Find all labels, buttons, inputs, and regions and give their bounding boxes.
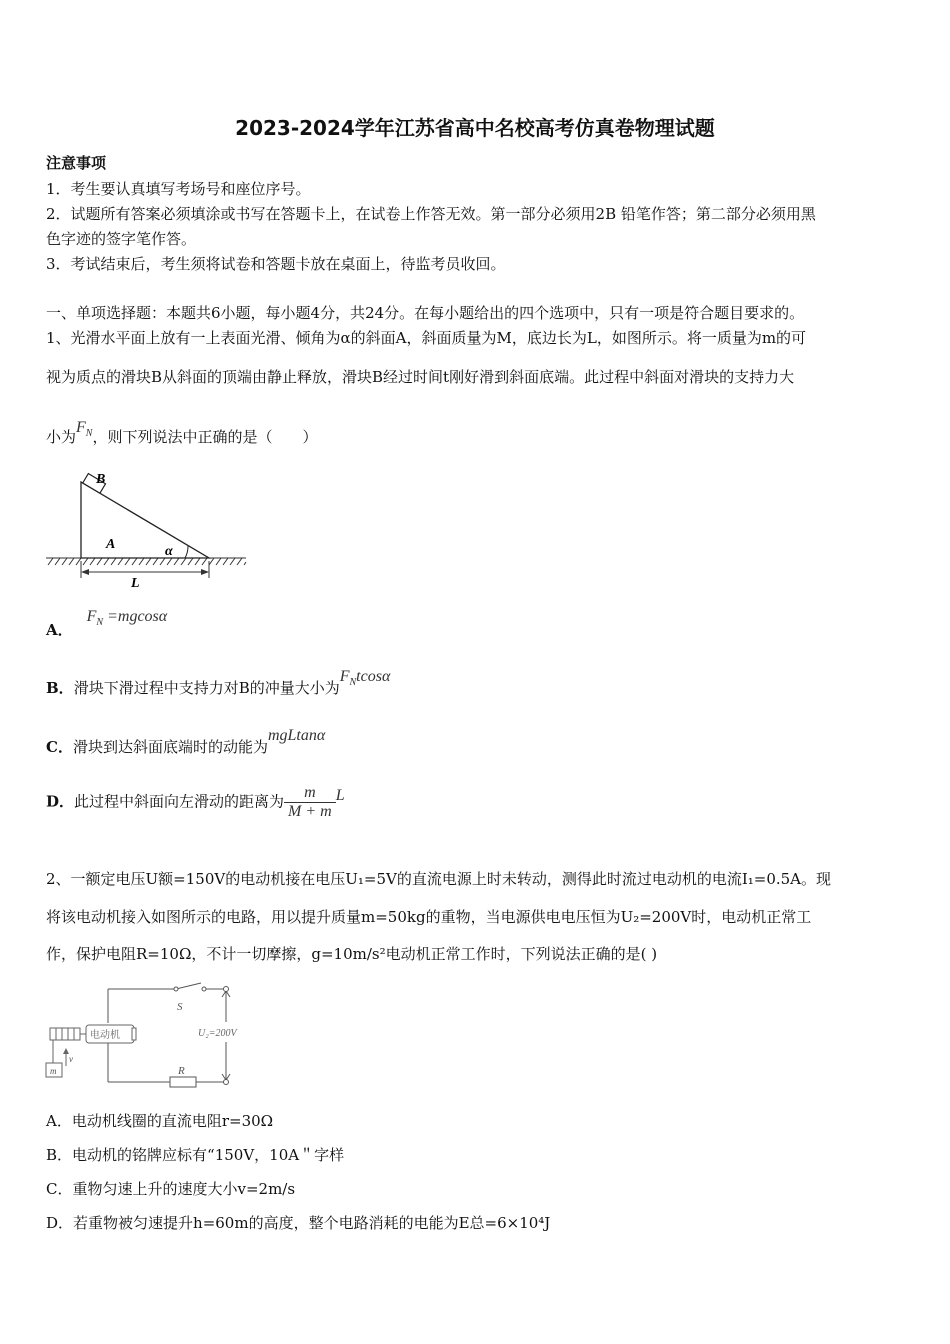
q1-option-b: B．滑块下滑过程中支持力对B的冲量大小为$F_Ntcos\alpha$ bbox=[46, 668, 391, 697]
q2-stem-line: 2、一额定电压U额=150V的电动机接在电压U₁=5V的直流电源上时未转动，测得此时流过电动机的电流I₁=0.5A。现 bbox=[46, 870, 832, 888]
q2-option: D．若重物被匀速提升h=60m的高度，整个电路消耗的电能为E总=6×10⁴J bbox=[46, 1214, 551, 1232]
incline-figure bbox=[44, 466, 250, 592]
label-a: A bbox=[106, 537, 116, 552]
q2-option: C．重物匀速上升的速度大小v=2m/s bbox=[46, 1180, 296, 1198]
notice-item: 3．考试结束后，考生须将试卷和答题卡放在桌面上，待监考员收回。 bbox=[46, 255, 506, 273]
resistor-r bbox=[170, 1077, 196, 1087]
notice-item: 色字迹的签字笔作答。 bbox=[46, 230, 197, 248]
switch-s bbox=[174, 987, 206, 991]
voltage-label: U₂=200V bbox=[198, 1028, 237, 1039]
q2-option: B．电动机的铭牌应标有“150V，10A＂字样 bbox=[46, 1146, 345, 1164]
q1-stem-line: 视为质点的滑块B从斜面的顶端由静止释放，滑块B经过时间t刚好滑到斜面底端。此过程中斜面对滑块的支持力大 bbox=[46, 368, 795, 386]
q2-stem-line: 将该电动机接入如图所示的电路，用以提升质量m=50kg的重物，当电源供电电压恒为U₂=200V时，电动机正常工 bbox=[46, 908, 812, 926]
label-s: S bbox=[177, 1001, 183, 1013]
label-r: R bbox=[178, 1065, 185, 1077]
q1-stem-line bbox=[46, 419, 318, 449]
force-symbol: $F_N$ bbox=[76, 419, 93, 440]
page-title: 2023-2024学年江苏省高中名校高考仿真卷物理试题 bbox=[235, 116, 715, 140]
label-l: L bbox=[131, 576, 140, 591]
q1-option-a: A．$F_N =mgcos\alpha$ bbox=[46, 608, 168, 639]
label-alpha: α bbox=[165, 544, 173, 559]
label-m: m bbox=[50, 1066, 57, 1076]
circuit-figure bbox=[44, 980, 258, 1088]
q1-stem-line: 1、光滑水平面上放有一上表面光滑、倾角为α的斜面A，斜面质量为M，底边长为L，如图所示。将一质量为m的可 bbox=[46, 329, 807, 347]
fraction: $\frac{m}{M + m}$ bbox=[284, 784, 336, 821]
q1-stem-text: 小为 bbox=[46, 428, 77, 446]
q2-stem-line: 作，保护电阻R=10Ω，不计一切摩擦，g=10m/s²电动机正常工作时，下列说法正确的是( ) bbox=[46, 945, 658, 963]
notice-heading: 注意事项 bbox=[46, 154, 107, 172]
q1-option-d: D．此过程中斜面向左滑动的距离为 $\frac{m}{M + m}$ L bbox=[46, 784, 345, 820]
label-b: B bbox=[96, 472, 106, 487]
ground-hatching bbox=[46, 558, 246, 565]
notice-item: 2．试题所有答案必须填涂或书写在答题卡上，在试卷上作答无效。第一部分必须用2B 铅笔作答；第二部分必须用黑 bbox=[46, 205, 816, 223]
section-header: 一、单项选择题：本题共6小题，每小题4分，共24分。在每小题给出的四个选项中，只有一项是符合题目要求的。 bbox=[46, 304, 805, 322]
q2-option: A．电动机线圈的直流电阻r=30Ω bbox=[46, 1112, 274, 1130]
q1-option-c: C．滑块到达斜面底端时的动能为mgLtanα bbox=[46, 727, 326, 756]
notice-item: 1．考生要认真填写考场号和座位序号。 bbox=[46, 180, 311, 198]
q1-stem-text: ，则下列说法中正确的是（ ） bbox=[92, 428, 318, 446]
label-v: v bbox=[69, 1054, 73, 1064]
motor-label: 电动机 bbox=[90, 1030, 120, 1041]
